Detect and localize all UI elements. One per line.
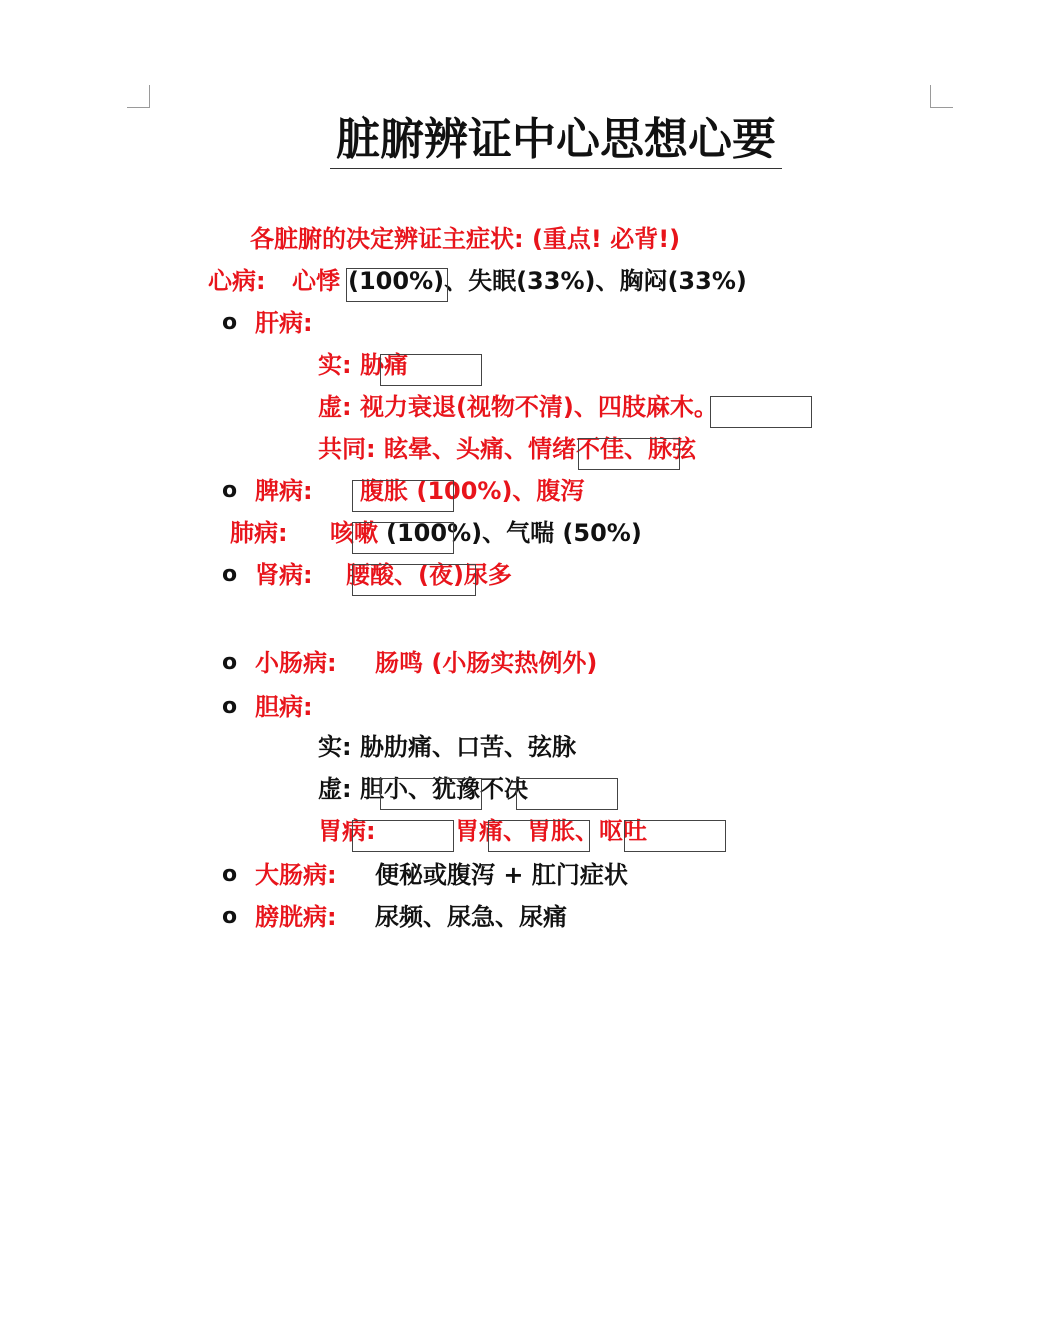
annotation-box — [624, 820, 726, 852]
annotation-box — [516, 778, 618, 810]
kidney-label: 肾病: — [255, 561, 313, 589]
annotation-box — [346, 268, 448, 302]
lung-symptoms-rest: (100%)、气喘 (50%) — [386, 519, 642, 547]
bladder-symptoms: 尿频、尿急、尿痛 — [375, 903, 567, 931]
list-bullet: o — [222, 310, 238, 335]
page-corner-mark-top-right — [930, 85, 953, 108]
liver-label: 肝病: — [255, 309, 313, 337]
annotation-box — [352, 820, 454, 852]
kidney-symptoms: 腰酸、(夜)尿多 — [346, 561, 512, 589]
annotation-box — [578, 438, 680, 470]
small-intestine-label: 小肠病: — [255, 649, 337, 677]
section-heading: 各脏腑的决定辨证主症状: (重点! 必背!) — [250, 225, 681, 253]
liver-common: 共同: 眩晕、头痛、情绪不佳、脉弦 — [318, 435, 696, 463]
stomach-label: 胃病: — [318, 817, 376, 845]
stomach-symptoms: 胃痛、胃胀、呕吐 — [455, 817, 647, 845]
list-bullet: o — [222, 650, 238, 675]
gallbladder-deficiency: 虚: 胆小、犹豫不决 — [318, 775, 528, 803]
list-bullet: o — [222, 862, 238, 887]
annotation-box — [352, 564, 476, 596]
annotation-box — [488, 820, 590, 852]
spleen-label: 脾病: — [255, 477, 313, 505]
heart-symptom-main: 心悸 — [292, 267, 340, 295]
page-corner-mark-top-left — [127, 85, 150, 108]
list-bullet: o — [222, 904, 238, 929]
document-title: 脏腑辨证中心思想心要 — [330, 112, 782, 169]
annotation-box — [380, 778, 482, 810]
annotation-box — [380, 354, 482, 386]
small-intestine-symptoms: 肠鸣 (小肠实热例外) — [375, 649, 598, 677]
annotation-box — [352, 480, 454, 512]
list-bullet: o — [222, 478, 238, 503]
annotation-box — [710, 396, 812, 428]
liver-excess: 实: 胁痛 — [318, 351, 408, 379]
gallbladder-excess: 实: 胁肋痛、口苦、弦脉 — [318, 733, 576, 761]
gallbladder-label: 胆病: — [255, 693, 313, 721]
heart-label: 心病: — [208, 267, 266, 295]
liver-deficiency: 虚: 视力衰退(视物不清)、四肢麻木。 — [318, 393, 718, 421]
large-intestine-symptoms: 便秘或腹泻 + 肛门症状 — [375, 861, 628, 889]
heart-symptoms-rest: (100%)、失眠(33%)、胸闷(33%) — [348, 267, 747, 295]
large-intestine-label: 大肠病: — [255, 861, 337, 889]
spleen-symptoms: 腹胀 (100%)、腹泻 — [360, 477, 585, 505]
lung-label: 肺病: — [230, 519, 288, 547]
lung-symptom-main: 咳嗽 — [330, 519, 378, 547]
list-bullet: o — [222, 562, 238, 587]
bladder-label: 膀胱病: — [255, 903, 337, 931]
list-bullet: o — [222, 694, 238, 719]
annotation-box — [352, 522, 454, 554]
